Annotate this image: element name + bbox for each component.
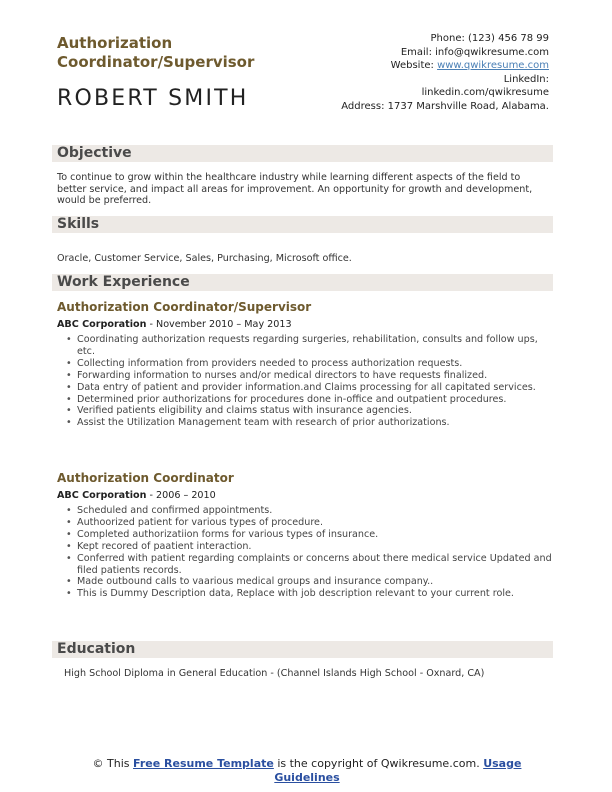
- candidate-name: ROBERT SMITH: [57, 86, 249, 111]
- list-item: • This is Dummy Description data, Replace with job description relevant to your current role.: [77, 588, 557, 600]
- list-item: • Verified patients eligibility and claims status with insurance agencies.: [77, 405, 557, 417]
- job-1-bullets: [57, 334, 557, 429]
- list-item: • Collecting information from providers needed to process authorization requests.: [77, 358, 557, 370]
- website-label: Website:: [390, 60, 434, 72]
- objective-heading: Objective: [57, 145, 132, 161]
- job-2-company: ABC Corporation: [57, 490, 147, 501]
- list-item: • Conferred with patient regarding complaints or concerns about there medical service Updated and filed patients records.: [77, 553, 557, 577]
- skills-section-bar: [52, 216, 553, 233]
- list-item: • Completed authorizatiion forms for various types of insurance.: [77, 529, 557, 541]
- list-item: • Determined prior authorizations for procedures done in-office and outpatient procedures.: [77, 394, 557, 406]
- free-resume-template-link[interactable]: Free Resume Template: [133, 757, 274, 770]
- footer-prefix: © This: [92, 757, 134, 770]
- job-title-heading: Authorization Coordinator/Supervisor: [57, 34, 255, 71]
- usage-guidelines-link[interactable]: Usage Guidelines: [274, 757, 522, 784]
- contact-email: Email: info@qwikresume.com: [400, 46, 549, 58]
- job-1-title: Authorization Coordinator/Supervisor: [57, 300, 312, 314]
- job-2-company-line: [57, 490, 216, 501]
- education-section-bar: [52, 641, 553, 658]
- list-item: • Forwarding information to nurses and/or medical directors to have requests finalized.: [77, 370, 557, 382]
- website-link[interactable]: www.qwikresume.com: [437, 60, 549, 72]
- list-item: • Assist the Utilization Management team with research of prior authorizations.: [77, 417, 557, 429]
- contact-phone: Phone: (123) 456 78 99: [430, 33, 549, 44]
- objective-section-bar: [52, 145, 553, 162]
- linkedin-label: LinkedIn:: [503, 73, 549, 85]
- experience-section-bar: [52, 274, 553, 291]
- job-2-bullets: [57, 505, 557, 600]
- job-1-company: ABC Corporation: [57, 319, 147, 330]
- list-item: • Data entry of patient and provider information.and Claims processing for all capitated services.: [77, 382, 557, 394]
- job-2-title: Authorization Coordinator: [57, 471, 234, 485]
- education-text: High School Diploma in General Education - (Channel Islands High School - Oxnard, CA): [64, 668, 485, 679]
- job-1-dates: - November 2010 – May 2013: [146, 319, 292, 330]
- linkedin-value: linkedin.com/qwikresume: [421, 87, 549, 99]
- list-item: • Coordinating authorization requests regarding surgeries, rehabilitation, consults and follow ups, etc.: [77, 334, 557, 358]
- list-item: • Kept recored of paatient interaction.: [77, 541, 557, 553]
- job-1-company-line: [57, 319, 292, 330]
- skills-heading: Skills: [57, 216, 100, 232]
- contact-block: [319, 32, 549, 114]
- skills-text: Oracle, Customer Service, Sales, Purchasing, Microsoft office.: [57, 253, 352, 264]
- job-2-dates: - 2006 – 2010: [146, 490, 216, 501]
- contact-website: [319, 59, 549, 73]
- copyright-footer: [72, 757, 542, 785]
- experience-heading: Work Experience: [57, 274, 190, 290]
- objective-text: To continue to grow within the healthcare industry while learning different aspects of the field to better service, and impact all areas for improvement. An opportunity for growth and development, would be preferred.: [57, 172, 533, 206]
- list-item: • Scheduled and confirmed appointments.: [77, 505, 557, 517]
- education-heading: Education: [57, 641, 136, 657]
- contact-address: Address: 1737 Marshville Road, Alabama.: [341, 100, 549, 112]
- list-item: • Authoorized patient for various types of procedure.: [77, 517, 557, 529]
- list-item: • Made outbound calls to vaarious medical groups and insurance company..: [77, 576, 557, 588]
- footer-middle: is the copyright of Qwikresume.com.: [273, 757, 484, 770]
